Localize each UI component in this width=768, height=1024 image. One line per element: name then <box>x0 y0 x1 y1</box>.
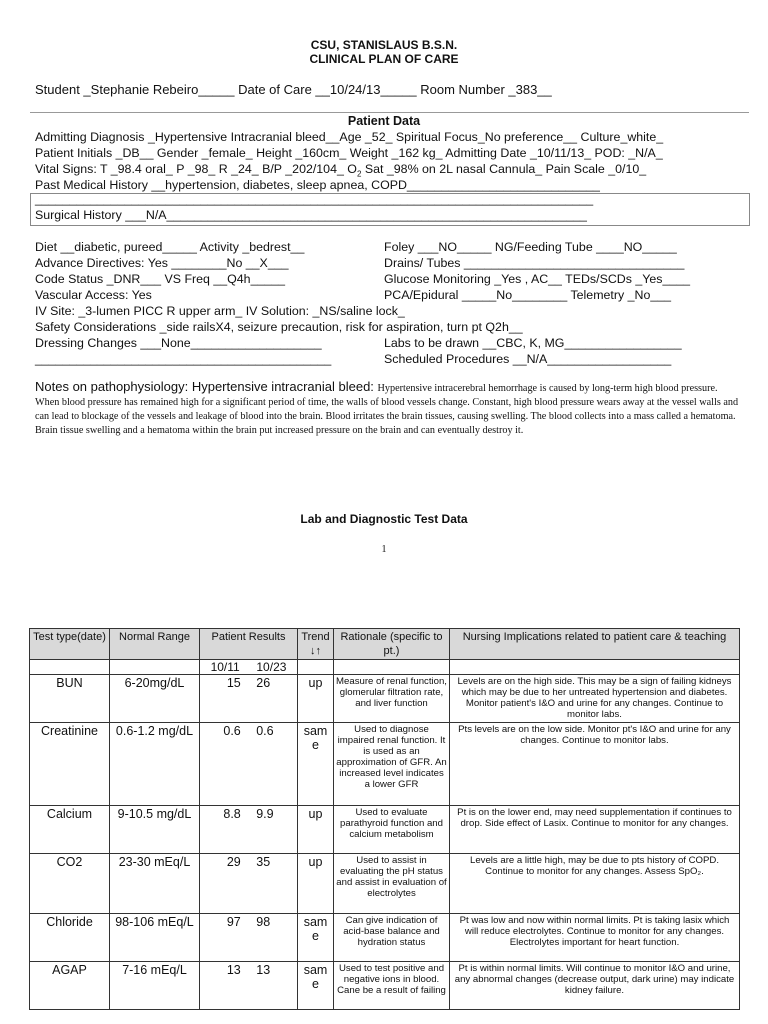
dressing-changes: Dressing Changes ___None___________________ <box>35 336 322 350</box>
table-row: AGAP 7-16 mEq/L 13 13 sam e Used to test positive and negative ions in blood. Cane be a result of failing Pt is within normal limits. Will continue to monitor I&O and urine, any abnormal changes (decrease output, dark urine) may indicate kidney failure. <box>30 962 740 1010</box>
table-row: Creatinine 0.6-1.2 mg/dL 0.6 0.6 sam e Used to diagnose impaired renal function. It is used as an approximation of GFR. An increased level indicates a lower GFR Pts levels are on the low side. Monitor pt's I&O and urine for any changes. Continue to monitor labs. <box>30 723 740 806</box>
code-status: Code Status _DNR___ VS Freq __Q4h_____ <box>35 272 286 286</box>
table-row: CO2 23-30 mEq/L 29 35 up Used to assist in evaluating the pH status and assist in evaluation of electrolytes Levels are a little high, may be due to pts history of COPD. Continue to monitor for any changes. Assess SpO₂. <box>30 854 740 914</box>
admitting-diagnosis-line: Admitting Diagnosis _Hypertensive Intracranial bleed__Age _52_ Spiritual Focus_No preference__ Culture_white_ <box>35 130 664 144</box>
vascular-access: Vascular Access: Yes <box>35 288 152 302</box>
table-row: Calcium 9-10.5 mg/dL 8.8 9.9 up Used to evaluate parathyroid function and calcium metabolism Pt is on the lower end, may need supplementation if continues to drop. Side effect of Lasix. Continue to monitor for any changes. <box>30 806 740 854</box>
table-row: Chloride 98-106 mEq/L 97 98 sam e Can give indication of acid-base balance and hydration status Pt was low and now within normal limits. Pt is taking lasix which will reduce electrolytes. Continue to monitor for any changes. Electrolytes important for heart function. <box>30 914 740 962</box>
safety-considerations: Safety Considerations _side railsX4, seizure precaution, risk for aspiration, turn pt Q2h__ <box>35 320 523 334</box>
scheduled-procedures: Scheduled Procedures __N/A__________________ <box>384 352 672 366</box>
divider <box>30 112 749 113</box>
page-number: 1 <box>381 544 387 555</box>
dressing-blank: ___________________________________________ <box>35 352 332 366</box>
pca-telemetry: PCA/Epidural _____No________ Telemetry _No___ <box>384 288 672 302</box>
header-normal-range: Normal Range <box>110 629 200 660</box>
school-title: CSU, STANISLAUS B.S.N. <box>310 38 458 52</box>
notes-body: Hypertensive intracerebral hemorrhage is caused by long-term high blood pressure. When blood pressure has remained high for a significant period of time, the walls of blood vessels change. Constant, high blood pressure wears away at the vessel walls and can lead to blockage of the vessels and leakage of blood into the brain. Blood irritates the brain tissues, causing swelling. The blood collects into a mass called a hematoma. Brain tissue swelling and a hematoma within the brain put increased pressure on the brain and can eventually destroy it. <box>35 383 739 436</box>
diet-activity: Diet __diabetic, pureed_____ Activity _bedrest__ <box>35 240 305 254</box>
drains-tubes: Drains/ Tubes ________________________________ <box>384 256 685 270</box>
vital-signs-line <box>35 162 646 178</box>
patient-data-title: Patient Data <box>347 114 421 128</box>
advance-directives: Advance Directives: Yes ________No __X___ <box>35 256 289 270</box>
result-dates: 10/11 10/23 <box>200 660 298 675</box>
vital-signs-text-2: Sat _98% on 2L nasal Cannula_ Pain Scale _0/10_ <box>361 162 647 176</box>
form-title: CLINICAL PLAN OF CARE <box>309 52 459 66</box>
vital-signs-text: Vital Signs: T _98.4 oral_ P _98_ R _24_ B/P _202/104_ O <box>35 162 357 176</box>
header-test: Test type(date) <box>30 629 110 660</box>
past-medical-history-line: Past Medical History __hypertension, diabetes, sleep apnea, COPD____________________________ <box>35 178 600 192</box>
surgical-history-line: Surgical History ___N/A_____________________________________________________________ <box>35 208 587 222</box>
table-header-row <box>30 629 740 660</box>
header-rationale: Rationale (specific to pt.) <box>334 629 450 660</box>
foley-ng-tube: Foley ___NO_____ NG/Feeding Tube ____NO_____ <box>384 240 677 254</box>
patient-demographics-line: Patient Initials _DB__ Gender _female_ Height _160cm_ Weight _162 kg_ Admitting Date _10/11/13_ POD: _N/A_ <box>35 146 663 160</box>
date-row <box>30 660 740 675</box>
table-row: BUN 6-20mg/dL 15 26 up Measure of renal function, glomerular filtration rate, and liver function Levels are on the high side. This may be a sign of failing kidneys which may be due to her untreated hypertension and diabetes. Monitor patient's I&O and urine for any changes. Continue to monitor labs. <box>30 675 740 723</box>
iv-line: IV Site: _3-lumen PICC R upper arm_ IV Solution: _NS/saline lock_ <box>35 304 405 318</box>
history-blank-line: _________________________________________________________________________________ <box>35 192 594 206</box>
lab-section-title: Lab and Diagnostic Test Data <box>300 512 468 526</box>
student-line: Student _Stephanie Rebeiro_____ Date of Care __10/24/13_____ Room Number _383__ <box>35 82 552 97</box>
labs-to-be-drawn: Labs to be drawn __CBC, K, MG_________________ <box>384 336 682 350</box>
header-trend: Trend ↓↑ <box>298 629 334 660</box>
pathophysiology-notes <box>35 380 740 438</box>
notes-lead: Notes on pathophysiology: Hypertensive intracranial bleed: <box>35 379 378 394</box>
lab-results-table <box>29 628 740 1010</box>
header-patient-results: Patient Results <box>200 629 298 660</box>
o2-subscript: 2 <box>356 169 362 179</box>
glucose-teds: Glucose Monitoring _Yes , AC__ TEDs/SCDs _Yes____ <box>384 272 691 286</box>
header-implications: Nursing Implications related to patient care & teaching <box>450 629 740 660</box>
